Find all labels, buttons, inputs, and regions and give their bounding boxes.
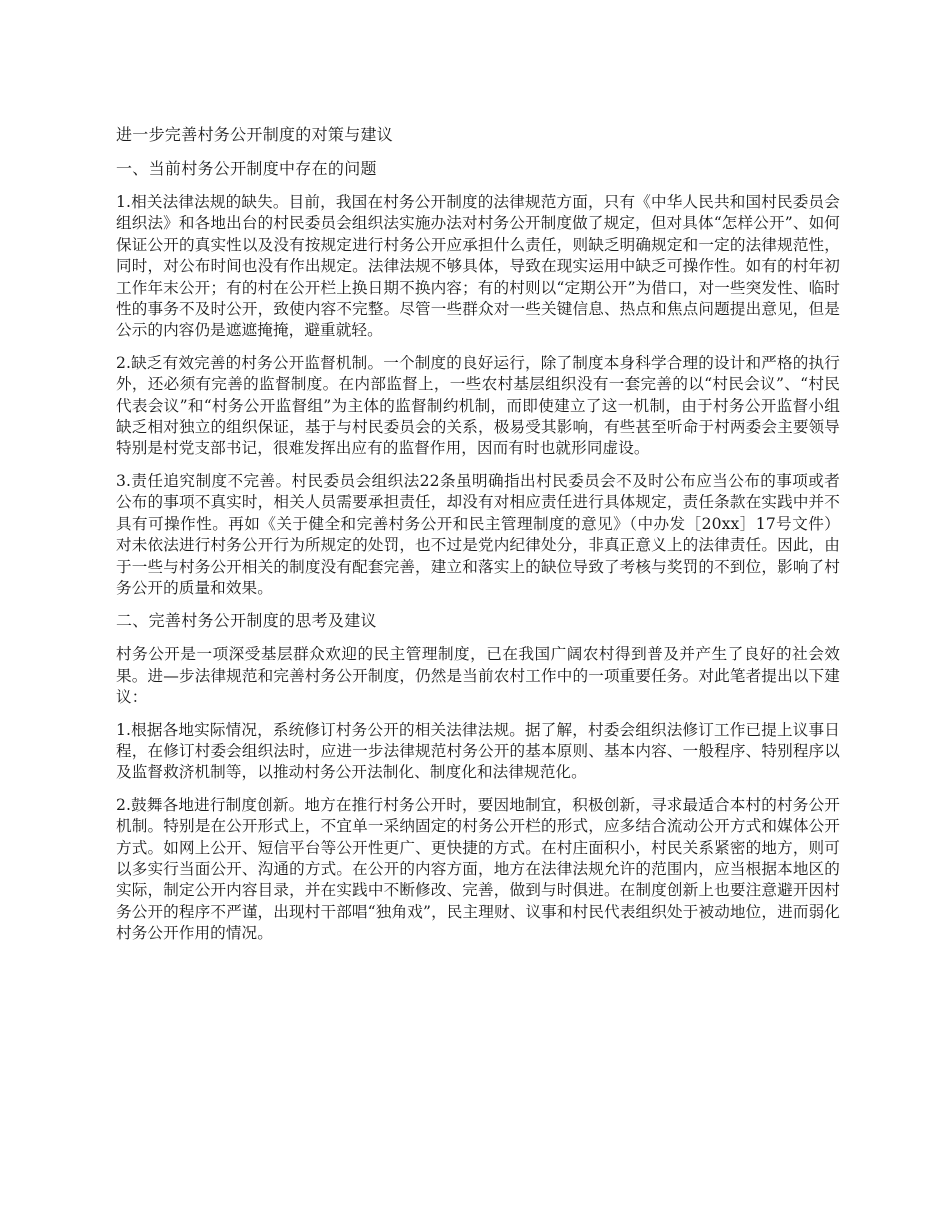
section-2-paragraph-2: 1.根据各地实际情况，系统修订村务公开的相关法律法规。据了解，村委会组织法修订工作已提上议事日程，在修订村委会组织法时，应进一步法律规范村务公开的基本原则、基本内容、一般程序、特别程序以及监督救济机制等，以推动村务公开法制化、制度化和法律规范化。 (116, 720, 840, 782)
section-1-paragraph-2: 2.缺乏有效完善的村务公开监督机制。一个制度的良好运行，除了制度本身科学合理的设计和严格的执行外，还必须有完善的监督制度。在内部监督上，一些农村基层组织没有一套完善的以“村民会议”、“村民代表会议”和“村务公开监督组”为主体的监督制约机制，而即使建立了这一机制，由于村务公开监督小组缺乏相对独立的组织保证，基于与村民委员会的关系，极易受其影响，有些甚至听命于村两委会主要领导特别是村党支部书记，很难发挥出应有的监督作用，因而有时也就形同虚设。 (116, 353, 840, 458)
section-1-heading: 一、当前村务公开制度中存在的问题 (116, 159, 377, 178)
document-title: 进一步完善村务公开制度的对策与建议 (116, 125, 394, 144)
section-2-paragraph-3: 2.鼓舞各地进行制度创新。地方在推行村务公开时，要因地制宜，积极创新，寻求最适合本村的村务公开机制。特别是在公开形式上，不宜单一采纳固定的村务公开栏的形式，应多结合流动公开方式和媒体公开方式。如网上公开、短信平台等公开性更广、更快捷的方式。在村庄面积小，村民关系紧密的地方，则可以多实行当面公开、沟通的方式。在公开的内容方面，地方在法律法规允许的范围内，应当根据本地区的实际，制定公开内容目录，并在实践中不断修改、完善，做到与时俱进。在制度创新上也要注意避开因村务公开的程序不严谨，出现村干部唱“独角戏”，民主理财、议事和村民代表组织处于被动地位，进而弱化村务公开作用的情况。 (116, 795, 840, 943)
section-1-paragraph-3: 3.责任追究制度不完善。村民委员会组织法22条虽明确指出村民委员会不及时公布应当公布的事项或者公布的事项不真实时，相关人员需要承担责任，却没有对相应责任进行具体规定，责任条款在实践中并不具有可操作性。再如《关于健全和完善村务公开和民主管理制度的意见》（中办发［20xx］17号文件）对未依法进行村务公开行为所规定的处罚，也不过是党内纪律处分，非真正意义上的法律责任。因此，由于一些与村务公开相关的制度没有配套完善，建立和落实上的缺位导致了考核与奖罚的不到位，影响了村务公开的质量和效果。 (116, 471, 840, 597)
section-2-paragraph-1: 村务公开是一项深受基层群众欢迎的民主管理制度，已在我国广阔农村得到普及并产生了良好的社会效果。进—步法律规范和完善村务公开制度，仍然是当前农村工作中的一项重要任务。对此笔者提出以下建议： (116, 645, 840, 707)
document-page (116, 124, 840, 956)
section-2-heading: 二、完善村务公开制度的思考及建议 (116, 611, 377, 631)
section-1-paragraph-1: 1.相关法律法规的缺失。目前，我国在村务公开制度的法律规范方面，只有《中华人民共和国村民委员会组织法》和各地出台的村民委员会组织法实施办法对村务公开制度做了规定，但对具体“怎样公开”、如何保证公开的真实性以及没有按规定进行村务公开应承担什么责任，则缺乏明确规定和一定的法律规范性，同时，对公布时间也没有作出规定。法律法规不够具体，导致在现实运用中缺乏可操作性。如有的村年初工作年末公开；有的村在公开栏上换日期不换内容；有的村则以“定期公开”为借口，对一些突发性、临时性的事务不及时公开，致使内容不完整。尽管一些群众对一些关键信息、热点和焦点问题提出意见，但是公示的内容仍是遮遮掩掩，避重就轻。 (116, 193, 840, 340)
